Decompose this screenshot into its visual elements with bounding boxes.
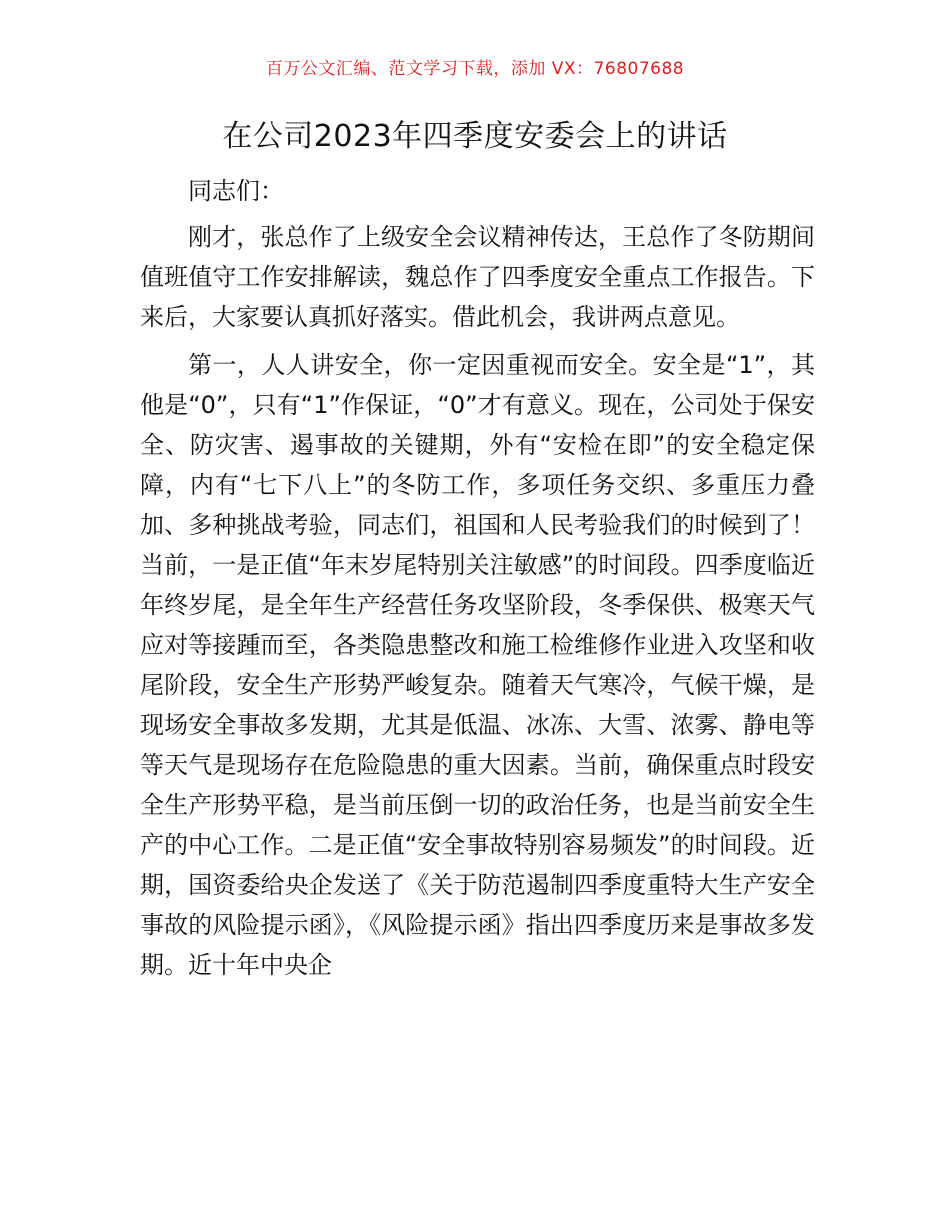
greeting: 同志们： bbox=[188, 177, 284, 205]
paragraph-intro: 刚才，张总作了上级安全会议精神传达，王总作了冬防期间值班值守工作安排解读，魏总作了四季度安全重点工作报告。下来后，大家要认真抓好落实。借此机会，我讲两点意见。 bbox=[140, 223, 815, 331]
paragraph-first-point: 第一，人人讲安全，你一定因重视而安全。安全是“1”，其他是“0”，只有“1”作保证，“0”才有意义。现在，公司处于保安全、防灾害、遏事故的关键期，外有“安检在即”的安全稳定保障，内有“七下八上”的冬防工作，多项任务交织、多重压力叠加、多种挑战考验，同志们，祖国和人民考验我们的时候到了！当前，一是正值“年末岁尾特别关注敏感”的时间段。四季度临近年终岁尾，是全年生产经营任务攻坚阶段，冬季保供、极寒天气应对等接踵而至，各类隐患整改和施工检维修作业进入攻坚和收尾阶段，安全生产形势严峻复杂。随着天气寒冷，气候干燥，是现场安全事故多发期，尤其是低温、冰冻、大雪、浓雾、静电等等天气是现场存在危险隐患的重大因素。当前，确保重点时段安全生产形势平稳，是当前压倒一切的政治任务，也是当前安全生产的中心工作。二是正值“安全事故特别容易频发”的时间段。近期，国资委给央企发送了《关于防范遏制四季度重特大生产安全事故的风险提示函》，《风险提示函》指出四季度历来是事故多发期。近十年中央企 bbox=[140, 351, 815, 979]
speech-body bbox=[140, 165, 815, 985]
header-watermark-note: 百万公文汇编、范文学习下载，添加 VX：76807688 bbox=[265, 59, 685, 79]
page-title: 在公司2023年四季度安委会上的讲话 bbox=[222, 119, 728, 154]
